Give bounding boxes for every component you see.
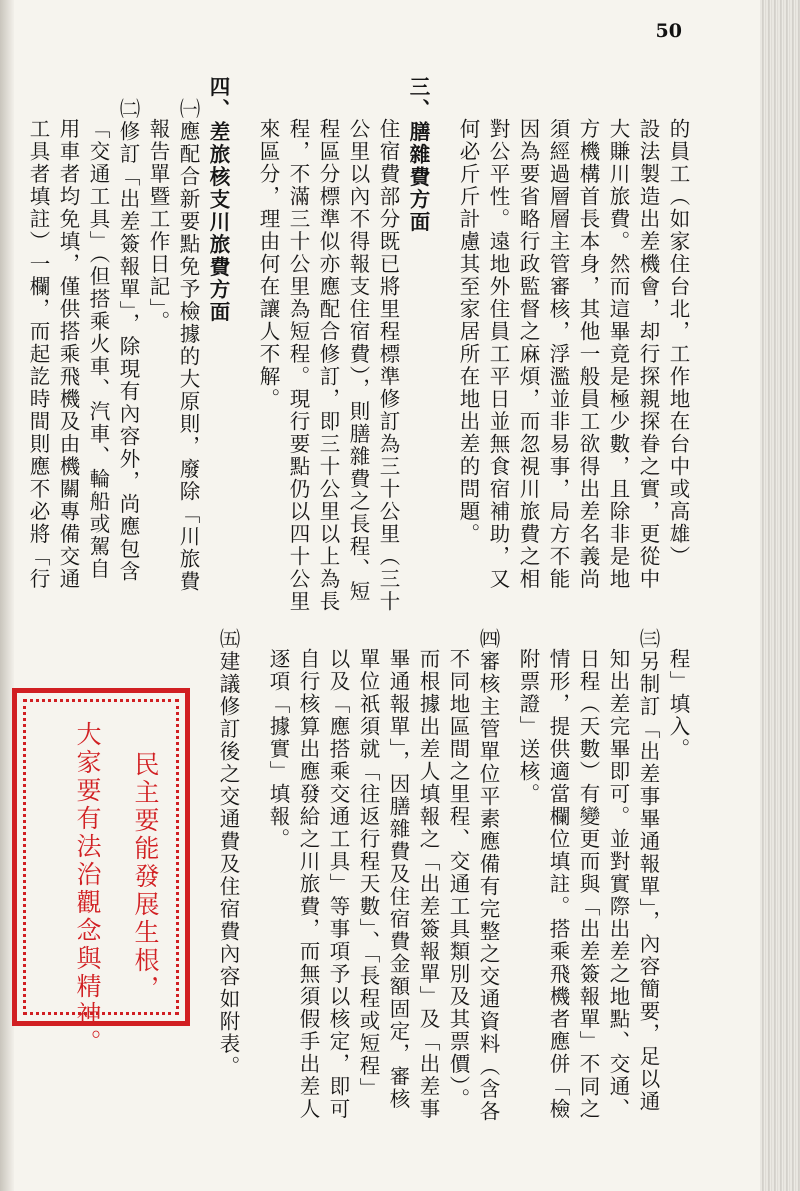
text-column: 因為要省略行政監督之麻煩，而忽視川旅費之相 — [516, 118, 540, 591]
text-column: 報告單暨工作日記」。 — [146, 118, 170, 333]
text-column: 日程（天數）有變更而與「出差簽報單」不同之 — [576, 648, 600, 1121]
page-number: 50 — [655, 20, 682, 42]
section-heading-4: 四、差旅核支川旅費方面 — [206, 76, 230, 324]
page-edge-stack — [760, 0, 800, 1191]
text-column: 何必斤斤計慮其至家居所在地出差的問題。 — [456, 118, 480, 546]
slogan-stamp — [12, 688, 190, 1057]
text-column: 來區分，理由何在讓人不解。 — [256, 118, 280, 411]
text-column: 以及「應搭乘交通工具」等事項予以核定，即可 — [326, 648, 350, 1121]
text-column: 程」填入。 — [666, 648, 690, 761]
text-column: 對公平性。遠地外住員工平日並無食宿補助，又 — [486, 118, 510, 591]
text-column: ㈣審核主管單位平素應備有完整之交通資料（含各 — [476, 628, 500, 1123]
stamp-line-2: 大家要有法治觀念與精神。 — [73, 721, 102, 1057]
text-column: 情形，提供適當欄位填註。搭乘飛機者應併「檢 — [546, 648, 570, 1121]
text-column: ㈡修訂「出差簽報單」，除現有內容外，尚應包含 — [116, 98, 140, 583]
text-column: 須經過層層主管審核，浮濫並非易事，局方不能 — [546, 118, 570, 591]
text-column: 公里以內不得報支住宿費），則膳雜費之長程、短 — [346, 118, 370, 603]
text-column: 住宿費部分既已將里程標準修訂為三十公里（三十 — [376, 118, 400, 613]
text-column: 用車者均免填，僅供搭乘飛機及由機關專備交通 — [56, 118, 80, 591]
text-column: 方機構首長本身，其他一般員工欲得出差名義尚 — [576, 118, 600, 591]
text-column: 逐項「據實」填報。 — [266, 648, 290, 851]
stamp-line-1: 民主要能發展生根， — [131, 751, 160, 1003]
text-column: 程，不滿三十公里為短程。現行要點仍以四十公里 — [286, 118, 310, 613]
text-column: 附票證」送核。 — [516, 648, 540, 806]
text-column: 畢通報單」，因膳雜費及住宿費金額固定，審核 — [386, 648, 410, 1111]
text-column: 知出差完畢即可。並對實際出差之地點、交通、 — [606, 648, 630, 1121]
section-heading-3: 三、膳雜費方面 — [406, 76, 430, 234]
text-column: 「交通工具」（但搭乘火車、汽車、輪船或駕自 — [86, 118, 110, 581]
text-column: 設法製造出差機會，却行探親探眷之實，更從中 — [636, 118, 660, 591]
text-column: 而根據出差人填報之「出差簽報單」及「出差事 — [416, 648, 440, 1121]
text-column: 自行核算出應發給之川旅費，而無須假手出差人 — [296, 648, 320, 1121]
text-column: 大賺川旅費。然而這畢竟是極少數，且除非是地 — [606, 118, 630, 591]
text-column: 的員工（如家住台北，工作地在台中或高雄） — [666, 118, 690, 568]
text-column: 單位祇須就「往返行程天數」、「長程或短程」 — [356, 648, 380, 1100]
text-column: 不同地區間之里程、交通工具類別及其票價）。 — [446, 648, 470, 1111]
text-column: ㈢另制訂「出差事畢通報單」，內容簡要，足以通 — [636, 628, 660, 1113]
text-column: 程區分標準似亦應配合修訂，即三十公里以上為長 — [316, 118, 340, 613]
text-column: ㈠應配合新要點免予檢據的大原則，廢除「川旅費 — [176, 98, 200, 593]
text-column: ㈤建議修訂後之交通費及住宿費內容如附表。 — [216, 628, 240, 1078]
text-column: 工具者填註）一欄，而起訖時間則應不必將「行 — [26, 118, 50, 591]
